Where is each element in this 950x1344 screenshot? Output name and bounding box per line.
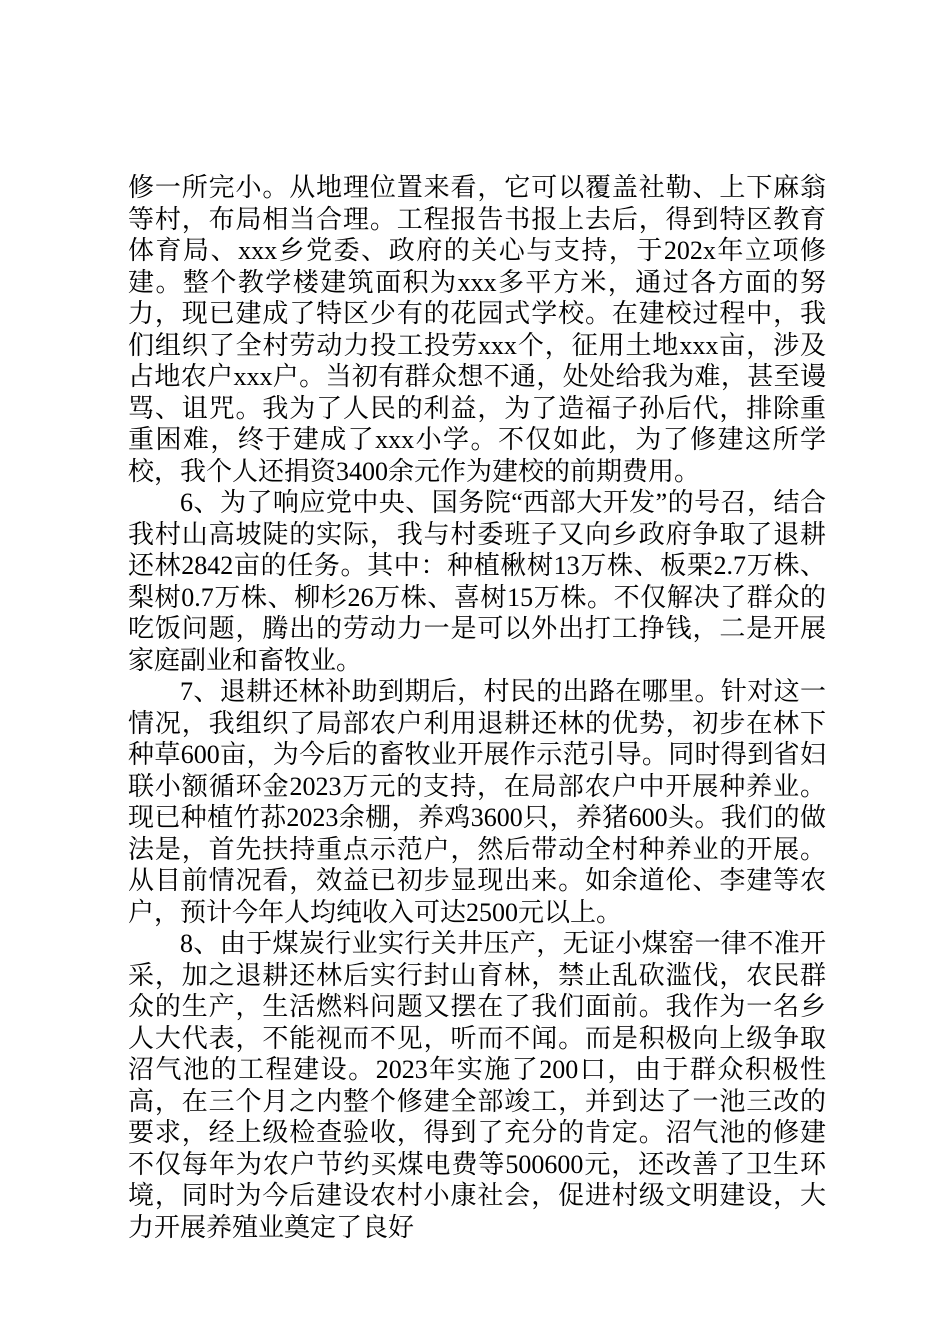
paragraph: 7、退耕还林补助到期后，村民的出路在哪里。针对这一情况，我组织了局部农户利用退耕还林的优势，初步在林下种草600亩，为今后的畜牧业开展作示范引导。同时得到省妇联小额循环金2023万元的支持，在局部农户中开展种养业。现已种植竹荪2023余棚，养鸡3600只，养猪600头。我们的做法是，首先扶持重点示范户，然后带动全村种养业的开展。从目前情况看，效益已初步显现出来。如余道伦、李建等农户，预计今年人均纯收入可达2500元以上。 [128, 677, 826, 927]
paragraph: 6、为了响应党中央、国务院“西部大开发”的号召，结合我村山高坡陡的实际，我与村委班子又向乡政府争取了退耕还林2842亩的任务。其中：种植楸树13万株、板栗2.7万株、梨树0.7万株、柳杉26万株、喜树15万株。不仅解决了群众的吃饭问题，腾出的劳动力一是可以外出打工挣钱，二是开展家庭副业和畜牧业。 [128, 488, 826, 675]
paragraph: 修一所完小。从地理位置来看，它可以覆盖社勒、上下麻翁等村，布局相当合理。工程报告书报上去后，得到特区教育体育局、xxx乡党委、政府的关心与支持，于202x年立项修建。整个教学楼建筑面积为xxx多平方米，通过各方面的努力，现已建成了特区少有的花园式学校。在建校过程中，我们组织了全村劳动力投工投劳xxx个，征用土地xxx亩，涉及占地农户xxx户。当初有群众想不通，处处给我为难，甚至谩骂、诅咒。我为了人民的利益，为了造福子孙后代，排除重重困难，终于建成了xxx小学。不仅如此，为了修建这所学校，我个人还捐资3400余元作为建校的前期费用。 [128, 173, 826, 486]
document-body [128, 172, 826, 1243]
paragraph: 8、由于煤炭行业实行关井压产，无证小煤窑一律不准开采，加之退耕还林后实行封山育林，禁止乱砍滥伐，农民群众的生产，生活燃料问题又摆在了我们面前。我作为一名乡人大代表，不能视而不见，听而不闻。而是积极向上级争取沼气池的工程建设。2023年实施了200口，由于群众积极性高，在三个月之内整个修建全部竣工，并到达了一池三改的要求，经上级检查验收，得到了充分的肯定。沼气池的修建不仅每年为农户节约买煤电费等500600元，还改善了卫生环境，同时为今后建设农村小康社会，促进村级文明建设，大力开展养殖业奠定了良好 [128, 929, 826, 1242]
